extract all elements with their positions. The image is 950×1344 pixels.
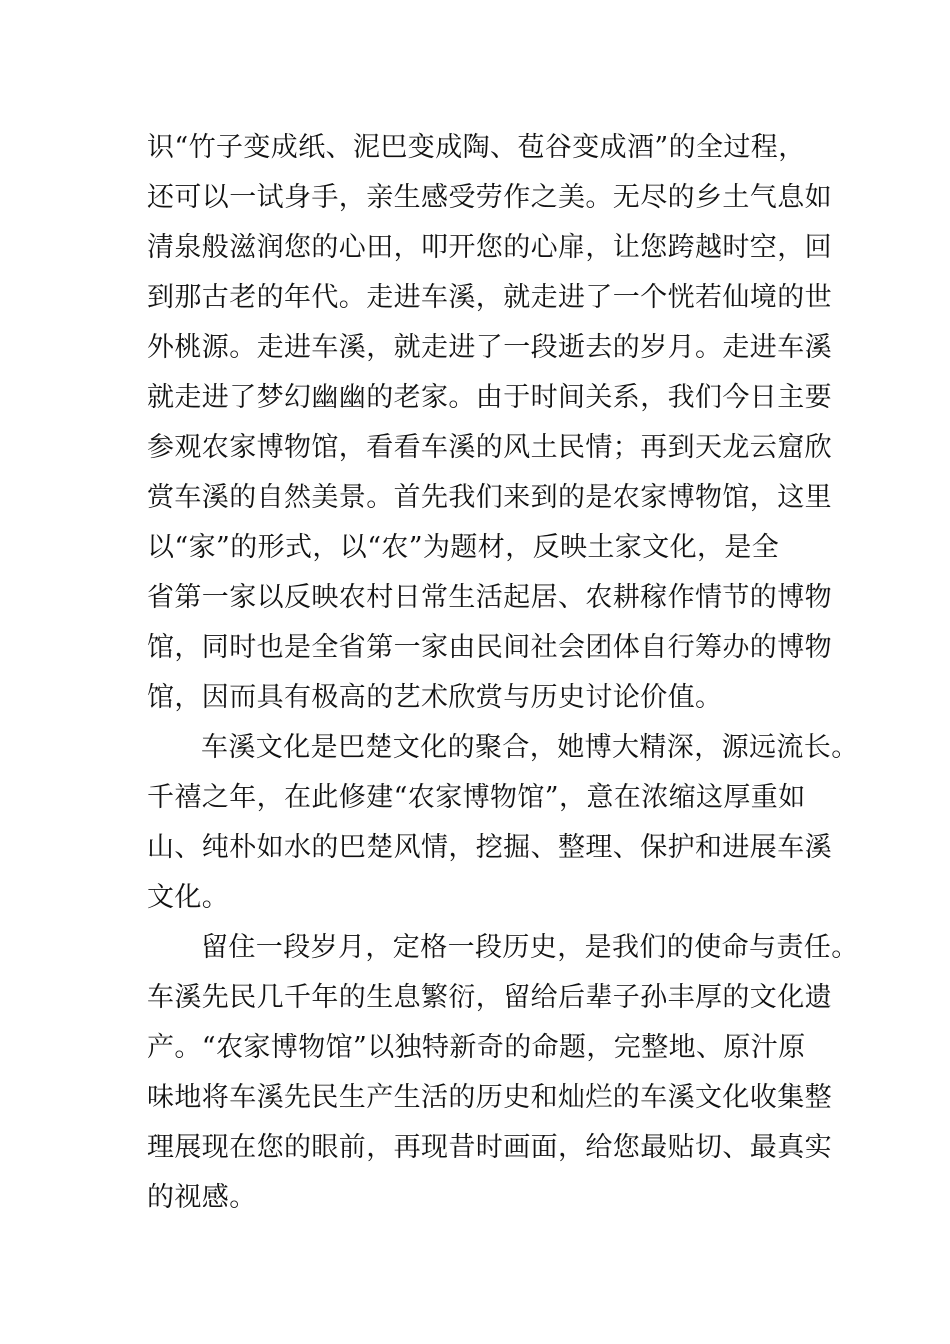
text-line: 山、纯朴如水的巴楚风情，挖掘、整理、保护和进展车溪 — [147, 832, 832, 863]
text-line: 车溪先民几千年的生息繁衍，留给后辈子孙丰厚的文化遗 — [147, 982, 832, 1013]
text-line: 车溪文化是巴楚文化的聚合，她博大精深，源远流长。 — [201, 732, 859, 763]
text-line: 清泉般滋润您的心田，叩开您的心扉，让您跨越时空，回 — [147, 232, 832, 263]
text-line: 以“家”的形式，以“农”为题材，反映土家文化，是全 — [147, 532, 780, 563]
text-line: 识“竹子变成纸、泥巴变成陶、苞谷变成酒”的全过程， — [147, 132, 806, 163]
text-line: 理展现在您的眼前，再现昔时画面，给您最贴切、最真实 — [147, 1132, 832, 1163]
text-line: 外桃源。走进车溪，就走进了一段逝去的岁月。走进车溪 — [147, 332, 832, 363]
text-line: 到那古老的年代。走进车溪，就走进了一个恍若仙境的世 — [147, 282, 832, 313]
text-line: 省第一家以反映农村日常生活起居、农耕稼作情节的博物 — [147, 582, 832, 613]
text-line: 馆，同时也是全省第一家由民间社会团体自行筹办的博物 — [147, 632, 832, 663]
text-line: 还可以一试身手，亲生感受劳作之美。无尽的乡土气息如 — [147, 182, 832, 213]
text-line: 千禧之年，在此修建“农家博物馆”，意在浓缩这厚重如 — [147, 782, 806, 813]
text-line: 味地将车溪先民生产生活的历史和灿烂的车溪文化收集整 — [147, 1082, 832, 1113]
text-line: 馆，因而具有极高的艺术欣赏与历史讨论价值。 — [147, 682, 723, 713]
text-line: 产。“农家博物馆”以独特新奇的命题，完整地、原汁原 — [147, 1032, 806, 1063]
text-line: 的视感。 — [147, 1182, 257, 1213]
text-line: 文化。 — [147, 882, 230, 913]
text-line: 赏车溪的自然美景。首先我们来到的是农家博物馆，这里 — [147, 482, 832, 513]
text-line: 留住一段岁月，定格一段历史，是我们的使命与责任。 — [201, 932, 859, 963]
text-line: 就走进了梦幻幽幽的老家。由于时间关系，我们今日主要 — [147, 382, 832, 413]
text-line: 参观农家博物馆，看看车溪的风土民情；再到天龙云窟欣 — [147, 432, 832, 463]
